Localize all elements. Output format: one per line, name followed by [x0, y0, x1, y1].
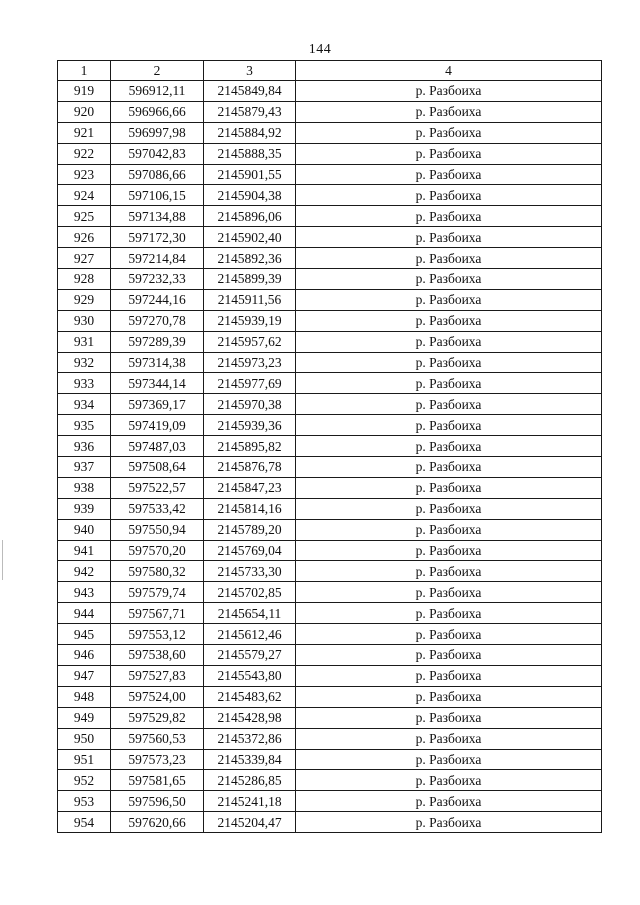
cell-x-coordinate: 597232,33 — [111, 269, 204, 290]
cell-point-number: 932 — [58, 352, 111, 373]
cell-y-coordinate: 2145654,11 — [204, 603, 296, 624]
cell-description: р. Разбоиха — [296, 289, 602, 310]
cell-y-coordinate: 2145901,55 — [204, 164, 296, 185]
header-cell-point-number: 1 — [58, 61, 111, 81]
cell-y-coordinate: 2145939,19 — [204, 310, 296, 331]
cell-point-number: 933 — [58, 373, 111, 394]
table-row — [58, 728, 602, 749]
cell-x-coordinate: 597560,53 — [111, 728, 204, 749]
table-row — [58, 269, 602, 290]
cell-description: р. Разбоиха — [296, 519, 602, 540]
cell-description: р. Разбоиха — [296, 686, 602, 707]
cell-x-coordinate: 597581,65 — [111, 770, 204, 791]
cell-y-coordinate: 2145939,36 — [204, 415, 296, 436]
cell-x-coordinate: 596997,98 — [111, 122, 204, 143]
cell-x-coordinate: 597573,23 — [111, 749, 204, 770]
cell-x-coordinate: 597533,42 — [111, 498, 204, 519]
cell-point-number: 942 — [58, 561, 111, 582]
cell-description: р. Разбоиха — [296, 415, 602, 436]
cell-x-coordinate: 597596,50 — [111, 791, 204, 812]
table-row — [58, 227, 602, 248]
cell-description: р. Разбоиха — [296, 436, 602, 457]
cell-point-number: 948 — [58, 686, 111, 707]
cell-point-number: 935 — [58, 415, 111, 436]
cell-point-number: 934 — [58, 394, 111, 415]
table-row — [58, 749, 602, 770]
cell-point-number: 945 — [58, 624, 111, 645]
cell-description: р. Разбоиха — [296, 477, 602, 498]
cell-point-number: 919 — [58, 81, 111, 102]
cell-description: р. Разбоиха — [296, 624, 602, 645]
cell-y-coordinate: 2145977,69 — [204, 373, 296, 394]
table-row — [58, 582, 602, 603]
table-row — [58, 707, 602, 728]
cell-x-coordinate: 597344,14 — [111, 373, 204, 394]
cell-x-coordinate: 597369,17 — [111, 394, 204, 415]
cell-description: р. Разбоиха — [296, 498, 602, 519]
cell-y-coordinate: 2145612,46 — [204, 624, 296, 645]
cell-description: р. Разбоиха — [296, 310, 602, 331]
table-row — [58, 352, 602, 373]
cell-point-number: 920 — [58, 101, 111, 122]
cell-point-number: 939 — [58, 498, 111, 519]
cell-description: р. Разбоиха — [296, 269, 602, 290]
cell-point-number: 954 — [58, 812, 111, 833]
cell-y-coordinate: 2145896,06 — [204, 206, 296, 227]
cell-x-coordinate: 597527,83 — [111, 665, 204, 686]
cell-x-coordinate: 597214,84 — [111, 248, 204, 269]
cell-x-coordinate: 597524,00 — [111, 686, 204, 707]
cell-point-number: 944 — [58, 603, 111, 624]
cell-x-coordinate: 597419,09 — [111, 415, 204, 436]
cell-y-coordinate: 2145372,86 — [204, 728, 296, 749]
cell-description: р. Разбоиха — [296, 185, 602, 206]
table-row — [58, 373, 602, 394]
cell-description: р. Разбоиха — [296, 791, 602, 812]
table-row — [58, 331, 602, 352]
table-row — [58, 665, 602, 686]
cell-description: р. Разбоиха — [296, 540, 602, 561]
cell-y-coordinate: 2145428,98 — [204, 707, 296, 728]
cell-y-coordinate: 2145204,47 — [204, 812, 296, 833]
table-row — [58, 561, 602, 582]
cell-point-number: 928 — [58, 269, 111, 290]
cell-description: р. Разбоиха — [296, 373, 602, 394]
cell-y-coordinate: 2145702,85 — [204, 582, 296, 603]
cell-x-coordinate: 597538,60 — [111, 645, 204, 666]
header-cell-description: 4 — [296, 61, 602, 81]
cell-description: р. Разбоиха — [296, 812, 602, 833]
cell-x-coordinate: 597580,32 — [111, 561, 204, 582]
cell-x-coordinate: 597086,66 — [111, 164, 204, 185]
cell-y-coordinate: 2145911,56 — [204, 289, 296, 310]
cell-description: р. Разбоиха — [296, 352, 602, 373]
cell-y-coordinate: 2145814,16 — [204, 498, 296, 519]
cell-x-coordinate: 597289,39 — [111, 331, 204, 352]
coordinates-table — [57, 60, 602, 833]
cell-x-coordinate: 597570,20 — [111, 540, 204, 561]
cell-description: р. Разбоиха — [296, 561, 602, 582]
cell-point-number: 953 — [58, 791, 111, 812]
table-row — [58, 206, 602, 227]
cell-point-number: 930 — [58, 310, 111, 331]
cell-y-coordinate: 2145789,20 — [204, 519, 296, 540]
table-row — [58, 624, 602, 645]
cell-x-coordinate: 596912,11 — [111, 81, 204, 102]
table-row — [58, 122, 602, 143]
cell-y-coordinate: 2145899,39 — [204, 269, 296, 290]
table-row — [58, 164, 602, 185]
table-row — [58, 415, 602, 436]
table-row — [58, 185, 602, 206]
cell-x-coordinate: 597553,12 — [111, 624, 204, 645]
cell-y-coordinate: 2145543,80 — [204, 665, 296, 686]
cell-y-coordinate: 2145957,62 — [204, 331, 296, 352]
table-row — [58, 812, 602, 833]
table-body — [58, 81, 602, 833]
cell-point-number: 947 — [58, 665, 111, 686]
cell-point-number: 943 — [58, 582, 111, 603]
table-row — [58, 645, 602, 666]
table-row — [58, 498, 602, 519]
cell-description: р. Разбоиха — [296, 457, 602, 478]
cell-point-number: 924 — [58, 185, 111, 206]
table-row — [58, 310, 602, 331]
cell-x-coordinate: 597042,83 — [111, 143, 204, 164]
cell-x-coordinate: 597270,78 — [111, 310, 204, 331]
cell-y-coordinate: 2145769,04 — [204, 540, 296, 561]
cell-x-coordinate: 597567,71 — [111, 603, 204, 624]
cell-description: р. Разбоиха — [296, 227, 602, 248]
cell-y-coordinate: 2145902,40 — [204, 227, 296, 248]
cell-x-coordinate: 597487,03 — [111, 436, 204, 457]
cell-point-number: 938 — [58, 477, 111, 498]
cell-x-coordinate: 596966,66 — [111, 101, 204, 122]
cell-description: р. Разбоиха — [296, 248, 602, 269]
cell-point-number: 949 — [58, 707, 111, 728]
cell-description: р. Разбоиха — [296, 582, 602, 603]
cell-point-number: 940 — [58, 519, 111, 540]
cell-description: р. Разбоиха — [296, 603, 602, 624]
cell-point-number: 921 — [58, 122, 111, 143]
cell-x-coordinate: 597244,16 — [111, 289, 204, 310]
table-row — [58, 770, 602, 791]
cell-x-coordinate: 597314,38 — [111, 352, 204, 373]
cell-description: р. Разбоиха — [296, 728, 602, 749]
table-row — [58, 101, 602, 122]
cell-point-number: 941 — [58, 540, 111, 561]
cell-y-coordinate: 2145286,85 — [204, 770, 296, 791]
cell-x-coordinate: 597508,64 — [111, 457, 204, 478]
cell-y-coordinate: 2145847,23 — [204, 477, 296, 498]
cell-description: р. Разбоиха — [296, 394, 602, 415]
cell-y-coordinate: 2145876,78 — [204, 457, 296, 478]
cell-description: р. Разбоиха — [296, 164, 602, 185]
cell-point-number: 926 — [58, 227, 111, 248]
table-row — [58, 603, 602, 624]
cell-point-number: 951 — [58, 749, 111, 770]
table-row — [58, 519, 602, 540]
cell-point-number: 925 — [58, 206, 111, 227]
cell-description: р. Разбоиха — [296, 206, 602, 227]
table-header-row — [58, 61, 602, 81]
table-row — [58, 477, 602, 498]
cell-point-number: 936 — [58, 436, 111, 457]
cell-x-coordinate: 597172,30 — [111, 227, 204, 248]
cell-y-coordinate: 2145339,84 — [204, 749, 296, 770]
cell-y-coordinate: 2145970,38 — [204, 394, 296, 415]
cell-x-coordinate: 597106,15 — [111, 185, 204, 206]
table-row — [58, 457, 602, 478]
cell-description: р. Разбоиха — [296, 122, 602, 143]
page-number: 144 — [308, 42, 332, 57]
cell-point-number: 931 — [58, 331, 111, 352]
cell-y-coordinate: 2145895,82 — [204, 436, 296, 457]
cell-y-coordinate: 2145483,62 — [204, 686, 296, 707]
cell-point-number: 937 — [58, 457, 111, 478]
cell-point-number: 946 — [58, 645, 111, 666]
table-row — [58, 540, 602, 561]
cell-description: р. Разбоиха — [296, 101, 602, 122]
cell-point-number: 923 — [58, 164, 111, 185]
table-row — [58, 248, 602, 269]
cell-y-coordinate: 2145241,18 — [204, 791, 296, 812]
cell-description: р. Разбоиха — [296, 749, 602, 770]
cell-y-coordinate: 2145884,92 — [204, 122, 296, 143]
cell-point-number: 929 — [58, 289, 111, 310]
table-row — [58, 791, 602, 812]
header-cell-x: 2 — [111, 61, 204, 81]
cell-y-coordinate: 2145733,30 — [204, 561, 296, 582]
cell-description: р. Разбоиха — [296, 645, 602, 666]
cell-y-coordinate: 2145879,43 — [204, 101, 296, 122]
table-row — [58, 289, 602, 310]
cell-point-number: 922 — [58, 143, 111, 164]
table-row — [58, 81, 602, 102]
header-cell-y: 3 — [204, 61, 296, 81]
cell-description: р. Разбоиха — [296, 770, 602, 791]
cell-description: р. Разбоиха — [296, 665, 602, 686]
cell-x-coordinate: 597579,74 — [111, 582, 204, 603]
cell-y-coordinate: 2145849,84 — [204, 81, 296, 102]
cell-x-coordinate: 597522,57 — [111, 477, 204, 498]
cell-y-coordinate: 2145888,35 — [204, 143, 296, 164]
table-row — [58, 686, 602, 707]
cell-x-coordinate: 597529,82 — [111, 707, 204, 728]
cell-y-coordinate: 2145892,36 — [204, 248, 296, 269]
cell-description: р. Разбоиха — [296, 331, 602, 352]
cell-point-number: 950 — [58, 728, 111, 749]
cell-point-number: 927 — [58, 248, 111, 269]
cell-description: р. Разбоиха — [296, 707, 602, 728]
scan-edge-mark — [2, 540, 3, 580]
cell-description: р. Разбоиха — [296, 81, 602, 102]
cell-x-coordinate: 597134,88 — [111, 206, 204, 227]
table-row — [58, 143, 602, 164]
table-row — [58, 394, 602, 415]
cell-y-coordinate: 2145579,27 — [204, 645, 296, 666]
cell-x-coordinate: 597550,94 — [111, 519, 204, 540]
cell-y-coordinate: 2145904,38 — [204, 185, 296, 206]
cell-description: р. Разбоиха — [296, 143, 602, 164]
cell-point-number: 952 — [58, 770, 111, 791]
cell-x-coordinate: 597620,66 — [111, 812, 204, 833]
table-row — [58, 436, 602, 457]
cell-y-coordinate: 2145973,23 — [204, 352, 296, 373]
